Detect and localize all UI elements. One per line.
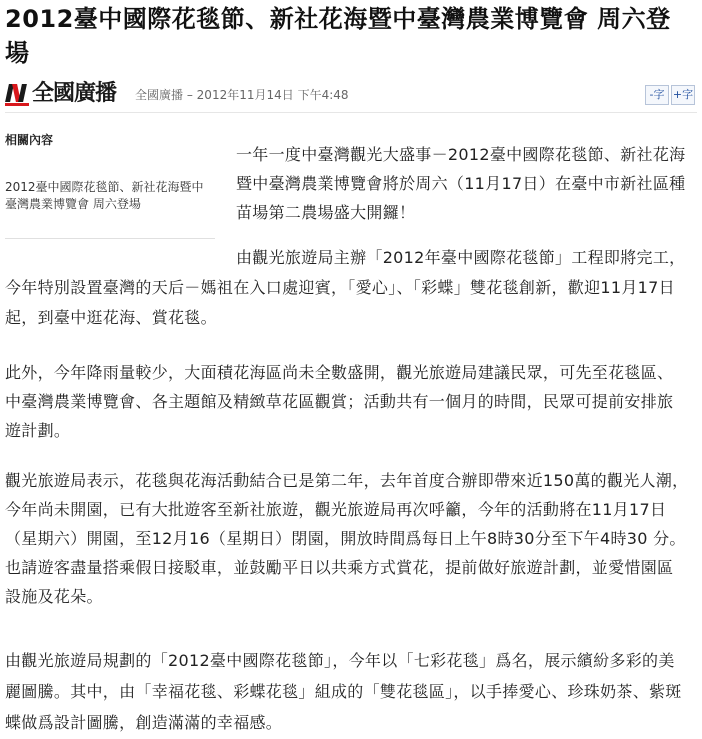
related-title: 相關內容 bbox=[5, 133, 54, 147]
font-size-controls bbox=[643, 85, 695, 105]
source-logo[interactable] bbox=[5, 80, 127, 108]
related-content-box bbox=[5, 132, 215, 239]
article-paragraph: 此外，今年降雨量較少，大面積花海區尚未全數盛開，觀光旅遊局建議民眾，可先至花毯區、中臺灣農業博覽會、各主題館及精緻草花區觀賞；活動共有一個月的時間，民眾可提前安排旅遊計劃。 bbox=[5, 363, 674, 440]
meta-separator: – bbox=[186, 88, 193, 102]
logo-mark-icon bbox=[5, 82, 29, 106]
article-paragraph: 由觀光旅遊局主辦「2012年臺中國際花毯節」工程即將完工，今年特別設置臺灣的天后－媽祖在入口處迎賓，「愛心」、「彩蝶」雙花毯創新，歡迎11月17日起，到臺中逛花海、賞花毯。 bbox=[5, 248, 686, 327]
related-link[interactable]: 2012臺中國際花毯節、新社花海暨中臺灣農業博覽會 周六登場 bbox=[5, 180, 204, 211]
article-paragraph: 觀光旅遊局表示，花毯與花海活動結合已是第二年，去年首度合辦即帶來近150萬的觀光人潮，今年尚未開園，已有大批遊客至新社旅遊，觀光旅遊局再次呼籲，今年的活動將在11月17日（星期六）開園，至12月16（星期日）閉園，開放時間爲每日上午8時30分至下午4時30 分。也請遊客盡量搭乘假日接駁車，並鼓勵平日以共乘方式賞花，提前做好旅遊計劃，並愛惜園區設施及花朵。 bbox=[5, 471, 689, 606]
logo-text: 全國廣播 bbox=[32, 81, 117, 106]
font-smaller-button[interactable]: -字 bbox=[645, 85, 669, 105]
byline-bar bbox=[5, 80, 697, 113]
article-headline: 2012臺中國際花毯節、新社花海暨中臺灣農業博覽會 周六登場 bbox=[5, 5, 671, 67]
font-larger-button[interactable]: +字 bbox=[671, 85, 695, 105]
article-paragraph: 一年一度中臺灣觀光大盛事－2012臺中國際花毯節、新社花海暨中臺灣農業博覽會將於周六（11月17日）在臺中市新社區種苗場第二農場盛大開鑼！ bbox=[236, 145, 686, 222]
publish-datetime: 2012年11月14日 下午4:48 bbox=[196, 88, 349, 102]
article-meta bbox=[135, 87, 349, 103]
article-paragraph: 由觀光旅遊局規劃的「2012臺中國際花毯節」，今年以「七彩花毯」爲名，展示繽紛多彩的美麗圖騰。其中，由「幸福花毯、彩蝶花毯」組成的「雙花毯區」，以手捧愛心、珍珠奶茶、紫斑蝶做爲設計圖騰，創造滿滿的幸福感。 bbox=[5, 651, 682, 732]
source-name: 全國廣播 bbox=[135, 88, 184, 102]
